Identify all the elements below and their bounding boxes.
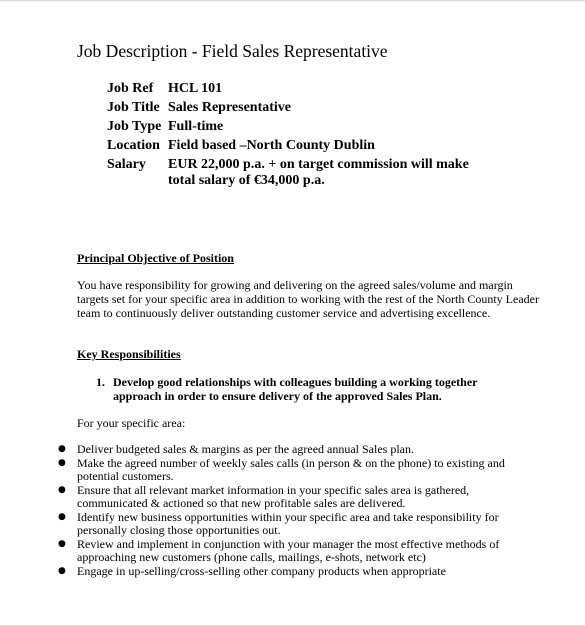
document-title: Job Description - Field Sales Representative [77,41,388,61]
job-type-label: Job Type [107,119,162,134]
job-title-row [107,100,488,116]
bullet-text: Deliver budgeted sales & margins as per the agreed annual Sales plan. [77,442,415,456]
job-type-row [107,119,488,135]
bullet-icon: ● [58,444,66,454]
bullet-text: Review and implement in conjunction with your manager the most effective methods of approaching new customers (phone calls, mailings, e-shots, network etc) [77,536,500,564]
bullet-text: Ensure that all relevant market information in your specific sales area is gathered, communicated & actioned so that new profitable sales are delivered. [77,482,470,510]
bullet-icon: ● [58,511,66,522]
salary-label: Salary [107,157,146,172]
list-item [58,443,528,457]
specific-area-intro: For your specific area: [77,416,186,430]
item-number: 1. [96,375,105,389]
job-type-value: Full-time [168,119,224,134]
key-responsibilities-heading: Key Responsibilities [77,347,181,361]
responsibility-bullet-list [58,443,528,578]
numbered-responsibility [96,375,496,403]
list-item [58,565,528,579]
list-item [58,484,528,511]
principal-objective-heading: Principal Objective of Position [77,251,234,265]
bullet-text: Engage in up-selling/cross-selling other company products when appropriate [77,563,446,578]
list-item [58,511,528,538]
location-value: Field based –North County Dublin [168,138,375,153]
location-row [107,138,488,154]
bullet-text: Make the agreed number of weekly sales calls (in person & on the phone) to existing and potential customers. [77,455,505,483]
job-ref-row [107,81,488,97]
item-text: Develop good relationships with colleagues building a working together approach in order to ensure delivery of the approved Sales Plan. [113,375,478,403]
job-title-label: Job Title [107,100,160,115]
job-ref-label: Job Ref [107,81,154,96]
salary-row [107,157,488,189]
location-label: Location [107,138,160,153]
job-ref-value: HCL 101 [168,81,223,96]
bullet-icon: ● [58,484,66,495]
bullet-text: Identify new business opportunities within your specific area and take responsibility for personally closing those opportunities out. [77,509,499,537]
principal-objective-text: You have responsibility for growing and delivering on the agreed sales/volume and margin targets set for your specific area in addition to working with the rest of the North County Leader team to continuously deliver outstanding customer service and advertising excellence. [77,278,539,320]
job-details-table [107,81,488,192]
bullet-icon: ● [58,457,66,468]
bullet-icon: ● [58,565,66,576]
bullet-icon: ● [58,538,66,549]
list-item [58,538,528,565]
salary-value: EUR 22,000 p.a. + on target commission will make total salary of €34,000 p.a. [168,157,469,188]
job-title-value: Sales Representative [168,100,291,115]
list-item [58,457,528,484]
